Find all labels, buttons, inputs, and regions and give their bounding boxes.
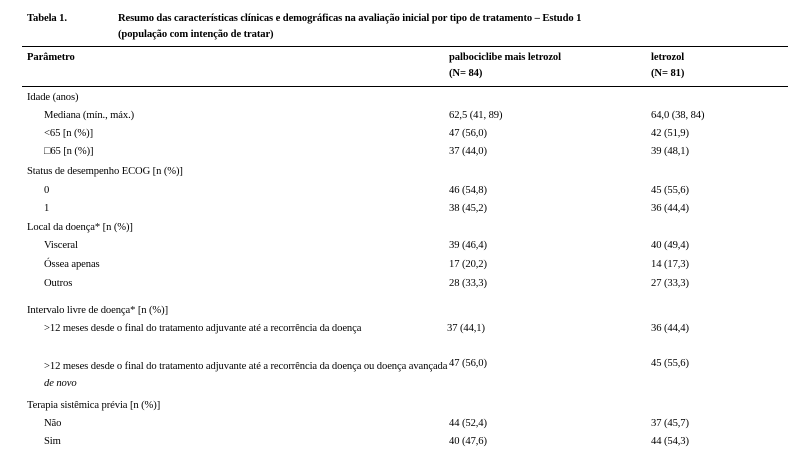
row-value-palbociclibe: 40 (47,6) [449, 436, 487, 447]
row-value-palbociclibe: 17 (20,2) [449, 259, 487, 270]
row-label: >12 meses desde o final do tratamento adjuvante até a recorrência da doença [44, 323, 362, 334]
row-value-letrozol: 45 (55,6) [651, 185, 689, 196]
row-value-palbociclibe: 47 (56,0) [449, 358, 487, 369]
row-value-letrozol: 27 (33,3) [651, 278, 689, 289]
table-title-line2: (população com intenção de tratar) [118, 29, 274, 40]
label-italic: de novo [44, 378, 77, 389]
header-col-letrozol-n: (N= 81) [651, 68, 685, 79]
row-value-palbociclibe: 37 (44,1) [447, 323, 485, 334]
row-label: Mediana (mín., máx.) [44, 110, 135, 121]
header-col-palbociclibe: palbociclibe mais letrozol [449, 52, 561, 63]
row-value-letrozol: 40 (49,4) [651, 240, 689, 251]
table-title: Resumo das características clínicas e demográficas na avaliação inicial por tipo de tratamento – Estudo 1 [118, 13, 582, 24]
table-label: Tabela 1. [27, 13, 67, 24]
header-parameter: Parâmetro [27, 52, 75, 63]
header-col-palbociclibe-n: (N= 84) [449, 68, 483, 79]
row-value-palbociclibe: 47 (56,0) [449, 128, 487, 139]
row-label: Idade (anos) [27, 92, 79, 103]
row-value-letrozol: 42 (51,9) [651, 128, 689, 139]
row-label: Sim [44, 436, 61, 447]
row-label: <65 [n (%)] [44, 128, 93, 139]
row-value-palbociclibe: 39 (46,4) [449, 240, 487, 251]
row-label: Outros [44, 278, 73, 289]
row-value-palbociclibe: 44 (52,4) [449, 418, 487, 429]
top-rule [22, 46, 788, 47]
row-label: >12 meses desde o final do tratamento adjuvante até a recorrência da doença ou doença avançada de novo [44, 361, 448, 389]
row-value-letrozol: 45 (55,6) [651, 358, 689, 369]
row-label: Intervalo livre de doença* [n (%)] [27, 305, 169, 316]
row-value-letrozol: 14 (17,3) [651, 259, 689, 270]
missing-glyph-icon: □ [44, 146, 51, 157]
row-value-letrozol: 37 (45,7) [651, 418, 689, 429]
row-label: 0 [44, 185, 50, 196]
row-label: □65 [n (%)] [44, 146, 94, 157]
row-value-letrozol: 36 (44,4) [651, 323, 689, 334]
row-label: Status de desempenho ECOG [n (%)] [27, 166, 183, 177]
row-label: Terapia sistêmica prévia [n (%)] [27, 400, 161, 411]
row-label: Não [44, 418, 62, 429]
row-value-letrozol: 39 (48,1) [651, 146, 689, 157]
row-value-letrozol: 44 (54,3) [651, 436, 689, 447]
row-value-letrozol: 64,0 (38, 84) [651, 110, 705, 121]
row-label: 1 [44, 203, 50, 214]
header-rule [22, 86, 788, 87]
header-col-letrozol: letrozol [651, 52, 685, 63]
row-value-letrozol: 36 (44,4) [651, 203, 689, 214]
row-value-palbociclibe: 38 (45,2) [449, 203, 487, 214]
row-value-palbociclibe: 37 (44,0) [449, 146, 487, 157]
row-value-palbociclibe: 62,5 (41, 89) [449, 110, 503, 121]
row-label: Local da doença* [n (%)] [27, 222, 133, 233]
row-label: Óssea apenas [44, 259, 100, 270]
row-value-palbociclibe: 46 (54,8) [449, 185, 487, 196]
row-label: Visceral [44, 240, 78, 251]
row-value-palbociclibe: 28 (33,3) [449, 278, 487, 289]
